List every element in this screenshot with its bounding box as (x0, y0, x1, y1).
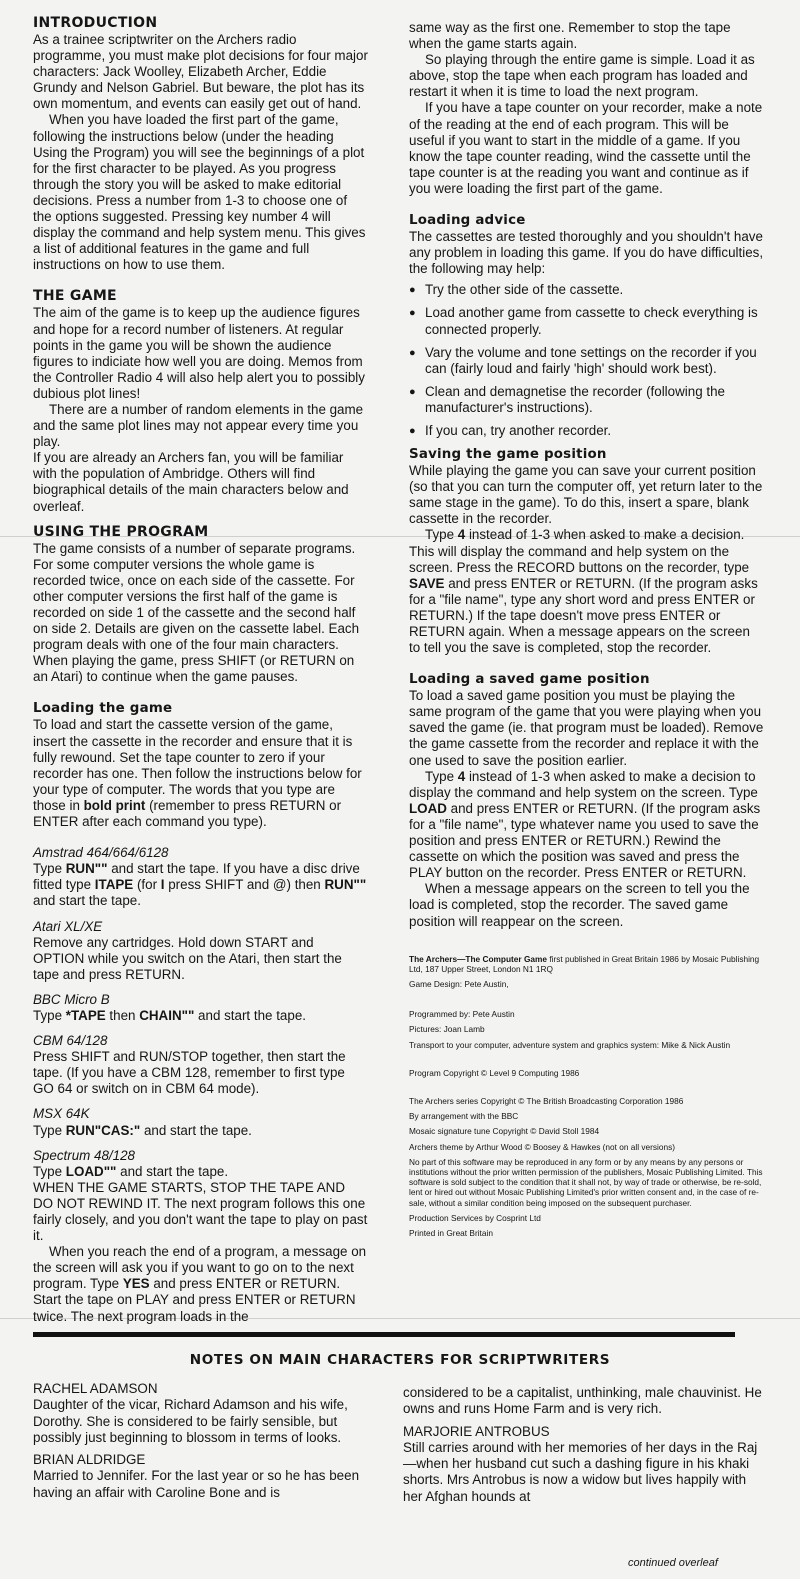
credits-printed: Printed in Great Britain (409, 1228, 493, 1239)
credits-arrangement: By arrangement with the BBC (409, 1111, 519, 1122)
character-description: Still carries around with her memories of her days in the Raj—when her husband cut such a dashing figure in his khaki shorts. Mrs Antrobus is now a widow but lives happily with her Afghan hounds at (403, 1439, 758, 1504)
credits-pictures: Pictures: Joan Lamb (409, 1024, 485, 1035)
advice-item: ● Load another game from cassette to check everything is connected properly. (409, 305, 764, 337)
notes-left-column (33, 1381, 368, 1501)
cbm-instructions: Press SHIFT and RUN/STOP together, then start the tape. (If you have a CBM 128, remember to first type GO 64 or switch on in CBM 64 mode). (33, 1049, 346, 1097)
notes-heading: NOTES ON MAIN CHARACTERS FOR SCRIPTWRITERS (189, 1352, 611, 1368)
credits-program-copyright: Program Copyright © Level 9 Computing 1986 (409, 1067, 580, 1078)
intro-paragraph-1: As a trainee scriptwriter on the Archers radio programme, you must make plot decisions for four major characters: Jack Woolley, Elizabeth Archer, Eddie Grundy and Nelson Gabriel. But beware, the plot has its own momentum, and events can easily get out of hand. (33, 32, 368, 112)
credits-programmed: Programmed by: Pete Austin (409, 1009, 515, 1020)
loading-saved-paragraph-3: When a message appears on the screen to tell you the load is completed, stop the recorder. The saved game position will reappear on the screen. (409, 881, 750, 929)
character-name: RACHEL ADAMSON (33, 1381, 158, 1396)
character-description: Married to Jennifer. For the last year or so he has been having an affair with Caroline Bone and is (33, 1468, 360, 1500)
saving-heading: Saving the game position (409, 447, 607, 463)
loading-game-paragraph: To load and start the cassette version of the game, insert the cassette in the recorder and ensure that it is fully rewound. Set the tape counter to zero if your recorder has one. Then follow the instructions below for your type of computer. The words that you type are those in bold print (remember to press RETURN or ENTER after each command you type). (33, 717, 362, 830)
advice-item: ● Try the other side of the cassette. (409, 282, 764, 298)
game-paragraph-1: The aim of the game is to keep up the audience figures and hope for a record number of listeners. At regular points in the game you will be shown the audience figures to indiciate how well you are doing. Memos from the Controller Radio 4 will also help alert you to possibly dubious plot lines! (33, 305, 365, 401)
bbc-instructions: Type *TAPE then CHAIN"" and start the tape. (33, 1007, 306, 1023)
play-through-paragraph: So playing through the entire game is simple. Load it as above, stop the tape when each program has loaded and restart it when it is time to load the next program. (409, 52, 755, 100)
atari-instructions: Remove any cartridges. Hold down START and OPTION while you switch on the Atari, then start the tape and press RETURN. (33, 934, 342, 982)
bbc-label: BBC Micro B (33, 991, 110, 1007)
credits-design: Game Design: Pete Austin, (409, 979, 509, 989)
msx-label: MSX 64K (33, 1106, 90, 1122)
credits-production: Production Services by Cosprint Ltd (409, 1212, 541, 1223)
advice-item: ● Clean and demagnetise the recorder (following the manufacturer's instructions). (409, 384, 764, 416)
credits-series-copyright: The Archers series Copyright © The British Broadcasting Corporation 1986 (409, 1096, 684, 1107)
next-program-paragraph: When you reach the end of a program, a message on the screen will ask you if you want to go on to the next program. Type YES and press ENTER or RETURN. Start the tape on PLAY and press ENTER or RETURN twice. The next program loads in the (33, 1244, 367, 1324)
credits-theme: Archers theme by Arthur Wood © Boosey & Hawkes (not on all versions) (409, 1141, 676, 1152)
intro-paragraph-2: When you have loaded the first part of the game, following the instructions below (under the heading Using the Program) you will see the beginnings of a plot for the first character to be played. As you progress through the story you will be asked to make editorial decisions. Press a number from 1-3 to choose one of the options suggested. Pressing key number 4 will display the command and help system menu. This gives a list of additional features in the game and full instructions on how to use them. (33, 112, 366, 273)
spectrum-instructions: Type LOAD"" and start the tape. (33, 1163, 229, 1179)
credits-transport: Transport to your computer, adventure system and graphics system: Mike & Nick Austin (409, 1039, 731, 1050)
cbm-label: CBM 64/128 (33, 1033, 108, 1049)
introduction-heading: INTRODUCTION (33, 15, 158, 31)
character-name: BRIAN ALDRIDGE (33, 1452, 146, 1468)
msx-instructions: Type RUN"CAS:" and start the tape. (33, 1122, 252, 1138)
loading-advice-list (409, 282, 764, 439)
credits-rights: No part of this software may be reproduced in any form or by any means by any persons or institutions without the prior written permission of the publishers, Mosaic Publishing Limited. This software is sold subject to the condition that it shall not, by way of trade or otherwise, be re-sold, lent or hired out without Mosaic Publishing Limited's prior written consent and, in the case of re-sale, without a similar condition being imposed on the subsequent purchaser. (409, 1156, 763, 1208)
using-paragraph-1: The game consists of a number of separate programs. For some computer versions the whole game is recorded twice, once on each side of the cassette. For other computer versions the first half of the game is recorded on side 1 of the cassette and the second half on side 2. Details are given on the cassette label. Each program deals with one of the four main characters. When playing the game, press SHIFT (or RETURN on an Atari) to continue when the game pauses. (33, 540, 360, 685)
loading-saved-paragraph-1: To load a saved game position you must be playing the same program of the game that you were playing when you saved the game (ie. that program must be loaded). Remove the game cassette from the recorder and replace it with the one used to save the position earlier. (409, 688, 764, 768)
loading-saved-paragraph-2: Type 4 instead of 1-3 when asked to make a decision to display the command and help system on the screen. Type LOAD and press ENTER or RETURN. (If the program asks for a "file name", type whatever name you used to save the position and press ENTER or RETURN.) Rewind the cassette on which the position was saved and press the PLAY button on the recorder. Press ENTER or RETURN. (409, 768, 761, 881)
character-description: considered to be a capitalist, unthinking, male chauvinist. He owns and runs Home Farm and is very rich. (403, 1385, 762, 1417)
credits-signature-tune: Mosaic signature tune Copyright © David Stoll 1984 (409, 1126, 600, 1137)
advice-item: ● Vary the volume and tone settings on the recorder if you can (fairly loud and fairly 'high' should work best). (409, 345, 764, 377)
credits-block (409, 954, 764, 1239)
the-game-heading: THE GAME (33, 288, 117, 305)
loading-game-heading: Loading the game (33, 701, 173, 717)
character-name: MARJORIE ANTROBUS (403, 1423, 550, 1439)
amstrad-instructions: Type RUN"" and start the tape. If you have a disc drive fitted type ITAPE (for I press SHIFT and @) then RUN"" and start the tape. (33, 861, 367, 909)
continued-overleaf: continued overleaf (628, 1557, 718, 1569)
loading-advice-heading: Loading advice (409, 213, 526, 229)
loading-saved-heading: Loading a saved game position (409, 672, 650, 688)
notes-right-column (403, 1385, 763, 1505)
saving-paragraph-2: Type 4 instead of 1-3 when asked to make a decision. This will display the command and help system on the screen. Press the RECORD buttons on the recorder, type SAVE and press ENTER or RETURN. (If the program asks for a "file name", type any short word and press ENTER or RETURN.) If the tape doesn't move press ENTER or RETURN again. When a message appears on the screen to tell you the save is completed, stop the recorder. (409, 527, 758, 656)
loading-advice-intro: The cassettes are tested thoroughly and you shouldn't have any problem in loading this game. If you do have difficulties, the following may help: (409, 229, 764, 277)
right-column (409, 20, 764, 1243)
tape-counter-paragraph: If you have a tape counter on your recorder, make a note of the reading at the end of each program. This will be useful if you want to start in the middle of a game. If you know the tape counter reading, wind the cassette until the tape counter is at the reading you want and continue as if you were loading the first part of the game. (409, 100, 763, 196)
amstrad-label: Amstrad 464/664/6128 (33, 845, 169, 861)
spectrum-label: Spectrum 48/128 (33, 1147, 135, 1163)
section-divider (33, 1332, 735, 1337)
advice-item: ● If you can, try another recorder. (409, 423, 764, 439)
credits-publication: The Archers—The Computer Game first published in Great Britain 1986 by Mosaic Publishing Ltd, 187 Upper Street, London N1 1RQ (409, 953, 760, 974)
character-description: Daughter of the vicar, Richard Adamson and his wife, Dorothy. She is considered to be fairly sensible, but possibly just beginning to blossom in terms of looks. (33, 1397, 348, 1445)
using-program-heading: USING THE PROGRAM (33, 523, 209, 540)
atari-label: Atari XL/XE (33, 918, 103, 934)
saving-paragraph-1: While playing the game you can save your current position (so that you can turn the computer off, yet return later to the same stage in the game). To do this, insert a spare, blank cassette in the recorder. (409, 463, 763, 527)
left-column (33, 15, 368, 1325)
next-program-continued: same way as the first one. Remember to stop the tape when the game starts again. (409, 20, 731, 52)
game-starts-warning: WHEN THE GAME STARTS, STOP THE TAPE AND DO NOT REWIND IT. The next program follows this one fairly closely, and you don't want the tape to play on past it. (33, 1179, 368, 1244)
game-paragraph-3: If you are already an Archers fan, you will be familiar with the population of Ambridge. Others will find biographical details of the main characters below and overleaf. (33, 450, 349, 514)
game-paragraph-2: There are a number of random elements in the game and the same plot lines may not appear every time you play. (33, 401, 364, 450)
